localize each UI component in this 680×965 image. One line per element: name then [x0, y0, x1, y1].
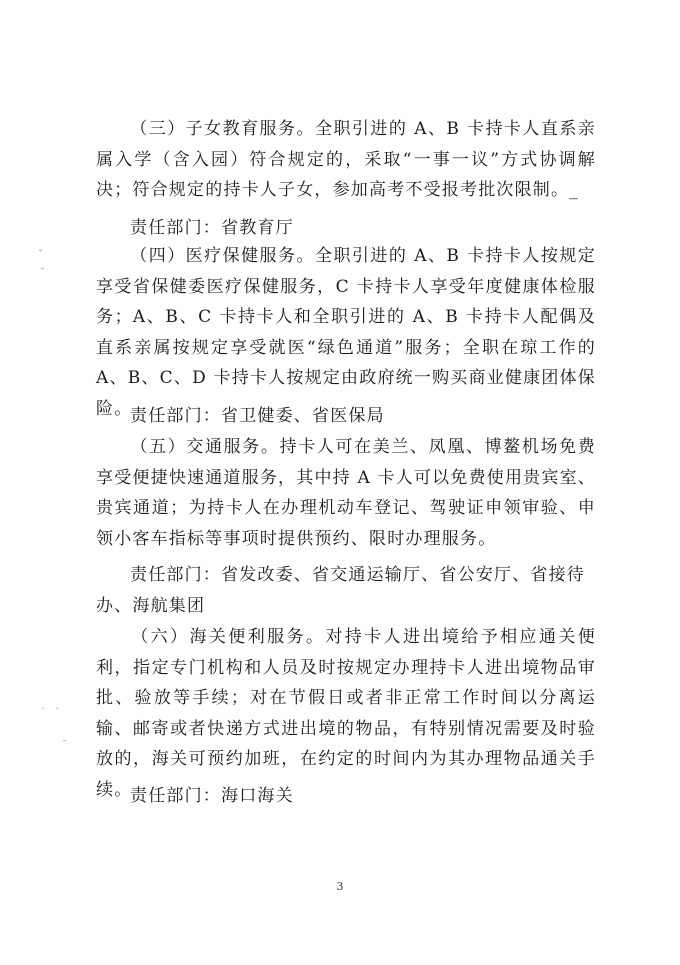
section-heading: （三）子女教育服务。	[130, 119, 315, 139]
section-body: 持卡人可在美兰、凤凰、博鳌机场免费享受便捷快速通道服务，其中持 A 卡人可以免费使用贵宾室、贵宾通道；为持卡人在办理机动车登记、驾驶证申领审验、申领小客车指标等事项时提供预约、限时办理服务。	[96, 437, 596, 549]
responsible-dept: 责任部门：海口海关	[130, 786, 294, 806]
scan-mark: ˉ	[62, 740, 67, 751]
scan-mark: ˇ	[40, 268, 45, 279]
page-number: 3	[336, 880, 344, 893]
section-body: 全职引进的 A、B 卡持卡人按规定享受省保健委医疗保健服务，C 卡持卡人享受年度健康体检服务；A、B、C 卡持卡人和全职引进的 A、B 卡持卡人配偶及直系亲属按规定享受就医“绿色通道”服务；全职在琼工作的 A、B、C、D 卡持卡人按规定由政府统一购买商业健康团体保险。	[96, 246, 596, 419]
section-child-education	[96, 114, 596, 206]
section-body: 全职引进的 A、B 卡持卡人直系亲属入学（含入园）符合规定的，采取“一事一议”方式协调解决；符合规定的持卡人子女，参加高考不受报考批次限制。_	[96, 119, 596, 200]
scan-mark: ˊ	[54, 708, 59, 719]
section-heading: （四）医疗保健服务。	[130, 246, 315, 266]
section-heading: （六）海关便利服务。	[130, 627, 326, 647]
responsible-dept: 责任部门：省卫健委、省医保局	[130, 406, 385, 426]
scan-mark: ˊ	[40, 708, 45, 719]
section-transportation	[96, 432, 596, 554]
scan-mark: ˇ	[38, 250, 43, 261]
section-medical-care	[96, 241, 596, 424]
section-customs	[96, 622, 596, 805]
responsible-dept: 责任部门：省教育厅	[130, 218, 294, 238]
section-body: 对持卡人进出境给予相应通关便利，指定专门机构和人员及时按规定办理持卡人进出境物品审批、验放等手续；对在节假日或者非正常工作时间以分离运输、邮寄或者快递方式进出境的物品，有特别情况需要及时验放的，海关可预约加班，在约定的时间内为其办理物品通关手续。	[96, 627, 596, 800]
section-heading: （五）交通服务。	[130, 437, 280, 457]
responsible-dept: 责任部门：省发改委、省交通运输厅、省公安厅、省接待办、海航集团	[96, 565, 585, 616]
